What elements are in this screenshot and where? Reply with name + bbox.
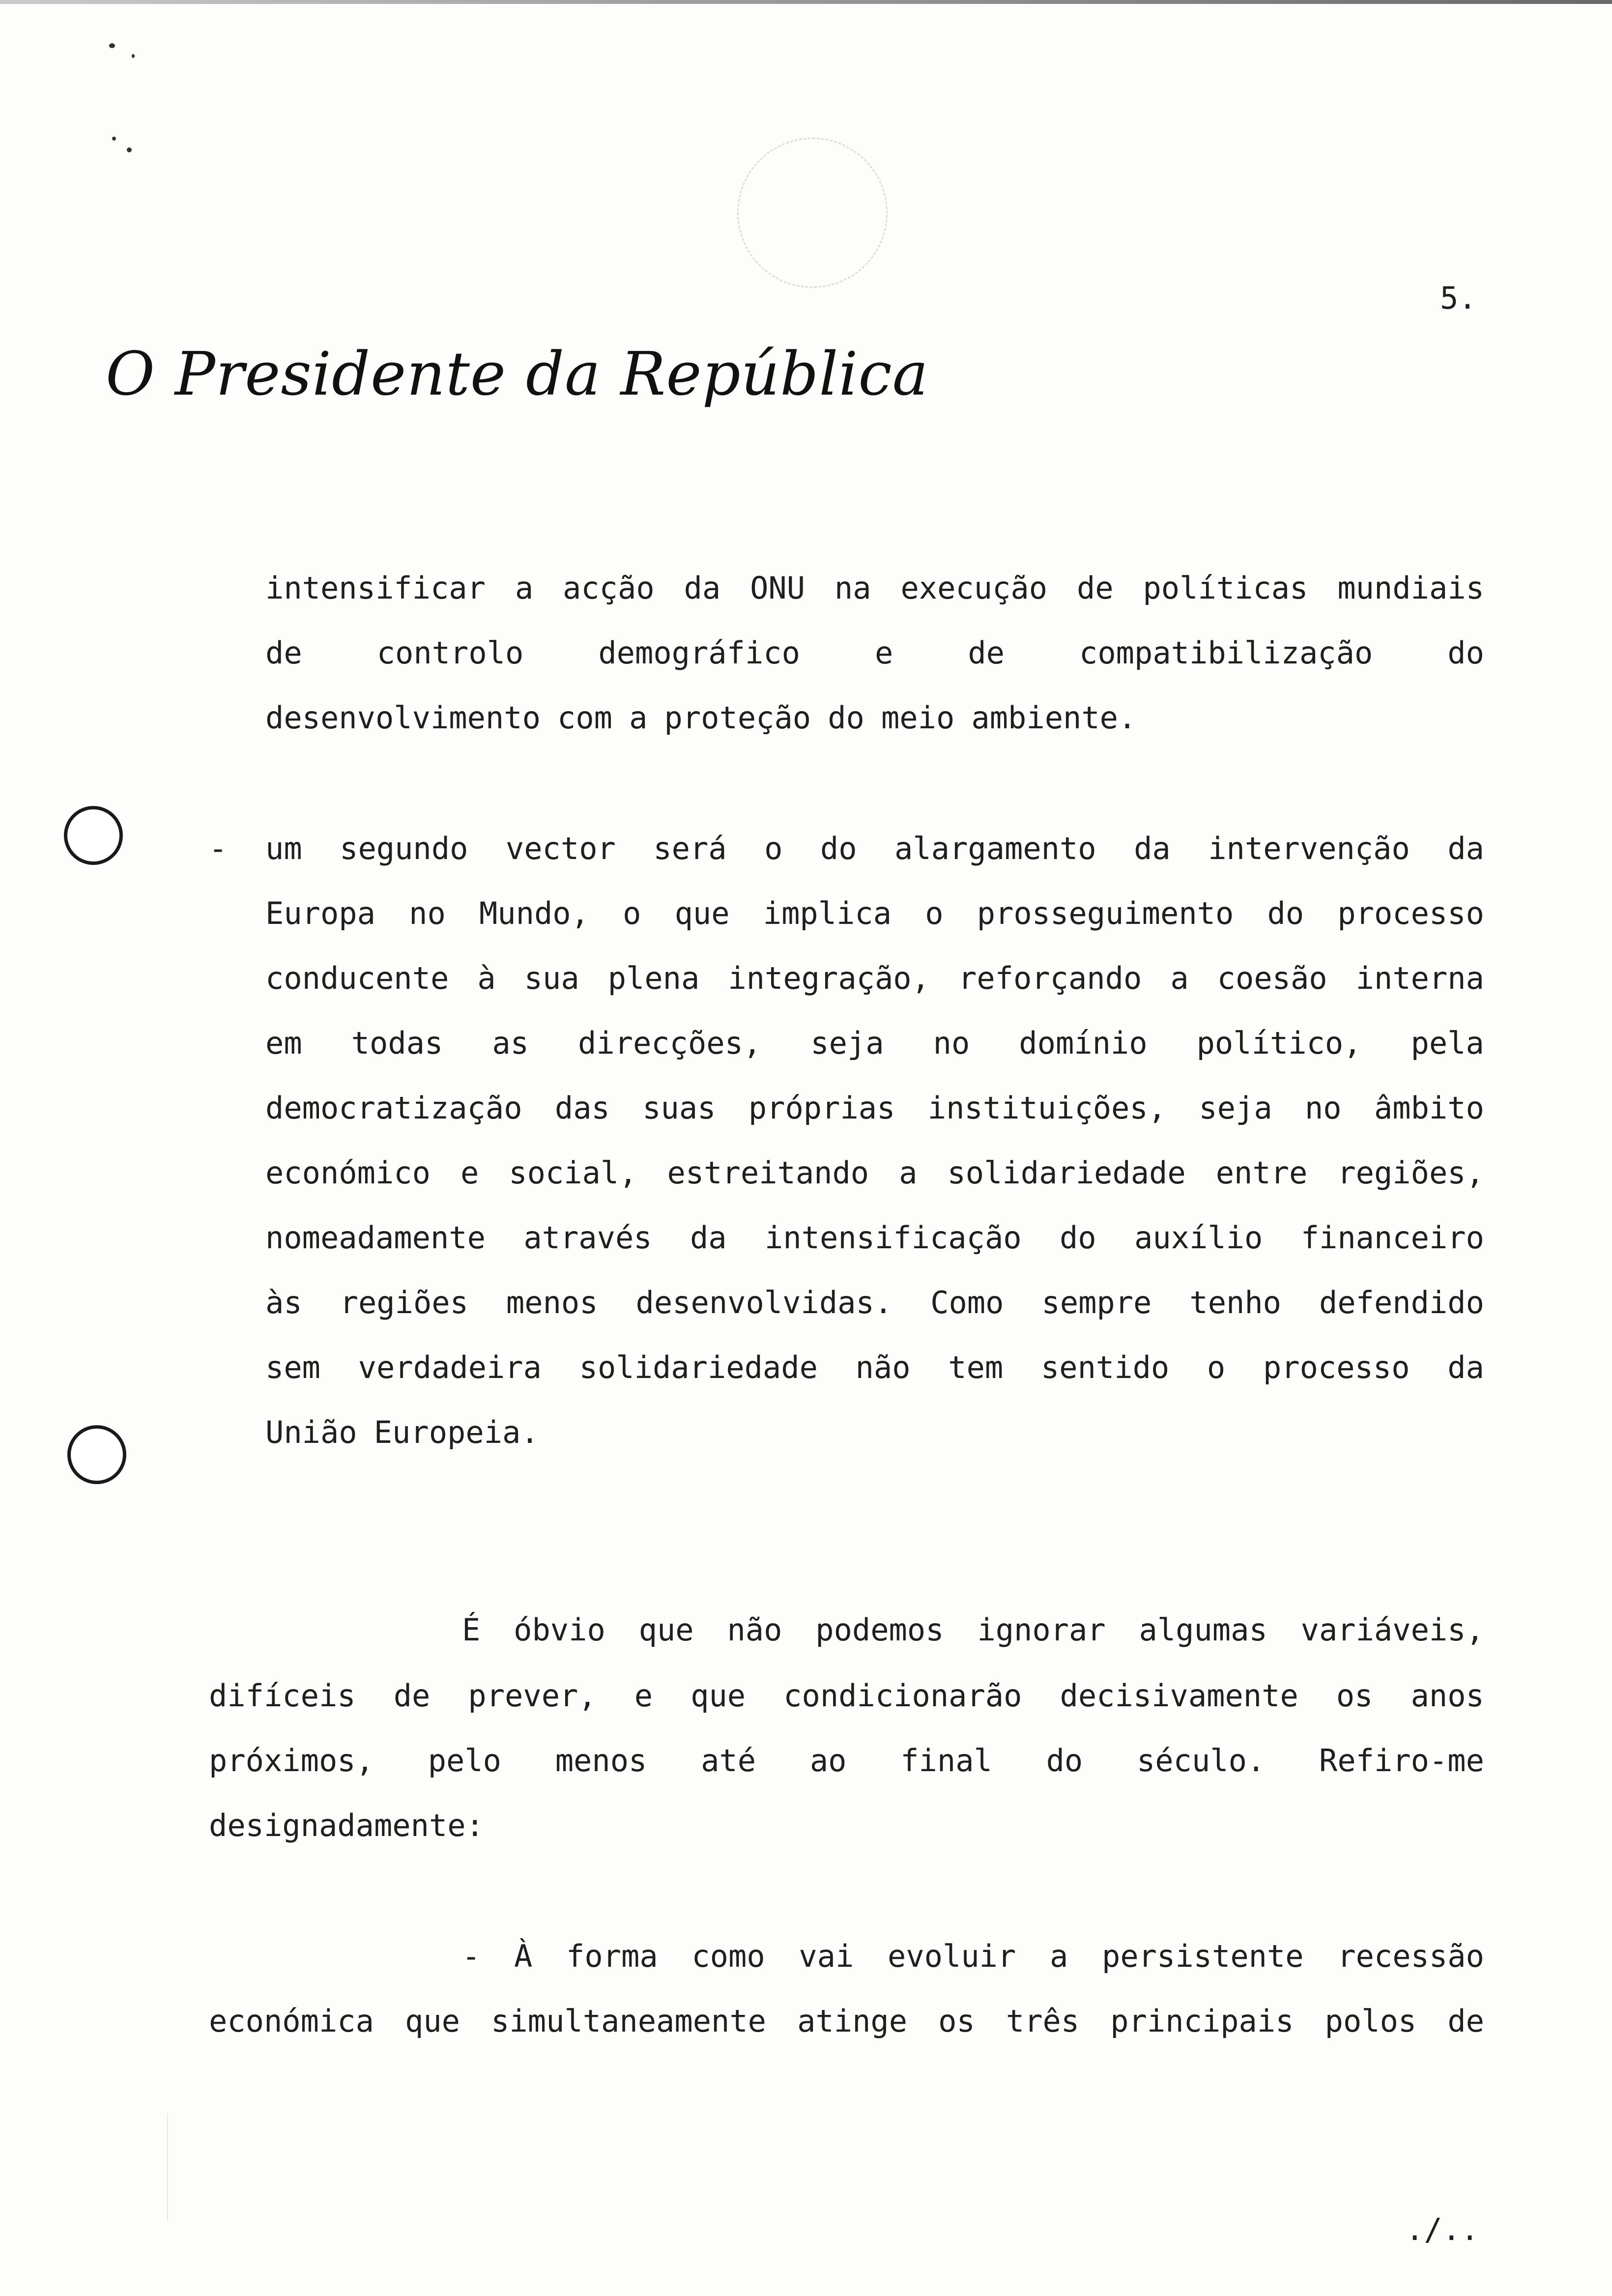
word: alargamento — [894, 831, 1096, 866]
word: o — [623, 895, 641, 931]
paragraph-line — [265, 700, 1484, 736]
word: às — [265, 1285, 302, 1320]
word: União — [265, 1414, 357, 1450]
word: condicionarão — [783, 1678, 1022, 1714]
word: pelo — [428, 1743, 501, 1779]
word: Refiro-me — [1319, 1743, 1484, 1779]
word: políticas — [1143, 570, 1308, 606]
word: seja — [810, 1025, 884, 1061]
word: de — [393, 1678, 431, 1714]
word: a — [1050, 1938, 1068, 1974]
word: persistente — [1102, 1938, 1304, 1974]
word: desenvolvidas. — [635, 1285, 893, 1320]
paragraph-line — [265, 1090, 1484, 1126]
word: variáveis, — [1300, 1612, 1484, 1648]
word: intervenção — [1208, 831, 1410, 866]
word: que — [691, 1678, 746, 1714]
paragraph-line — [265, 1025, 1484, 1061]
word: três — [1006, 2003, 1080, 2039]
word: tem — [948, 1349, 1004, 1385]
word: sempre — [1041, 1285, 1152, 1320]
word: sentido — [1040, 1349, 1170, 1385]
word: Como — [930, 1285, 1004, 1320]
word: processo — [1337, 895, 1484, 931]
word: não — [855, 1349, 911, 1385]
word: da — [1134, 831, 1171, 866]
word: e — [634, 1678, 653, 1714]
scan-speck — [132, 54, 135, 58]
word: compatibilização — [1079, 635, 1373, 671]
word: as — [492, 1025, 529, 1061]
word: polos — [1324, 2003, 1417, 2039]
word: no — [409, 895, 446, 931]
word: no — [933, 1025, 970, 1061]
word: meio — [881, 700, 955, 736]
word: proteção — [664, 700, 811, 736]
paragraph-line — [209, 1808, 1484, 1843]
word: século. — [1136, 1743, 1266, 1779]
word: será — [653, 831, 727, 866]
word: anos — [1410, 1678, 1484, 1714]
word: suas — [642, 1090, 716, 1126]
word: que — [638, 1612, 694, 1648]
word: auxílio — [1134, 1220, 1263, 1256]
word: direcções, — [578, 1025, 762, 1061]
word: do — [1447, 635, 1484, 671]
paragraph-line — [265, 895, 1484, 931]
word: o — [764, 831, 783, 866]
word: ONU — [750, 570, 806, 606]
word: Mundo, — [479, 895, 589, 931]
word: do — [1059, 1220, 1096, 1256]
word: Europeia. — [374, 1414, 539, 1450]
word: óbvio — [514, 1612, 605, 1648]
paragraph-line — [265, 1285, 1484, 1320]
paragraph-line — [209, 2003, 1484, 2039]
word: mundiais — [1337, 570, 1484, 606]
paragraph-line — [265, 570, 1484, 606]
word: como — [691, 1938, 765, 1974]
word: difíceis — [209, 1678, 356, 1714]
word: defendido — [1319, 1285, 1484, 1320]
word: do — [1267, 895, 1304, 931]
word: acção — [563, 570, 655, 606]
word: plena — [607, 960, 700, 996]
word: do — [820, 831, 857, 866]
word: integração, — [728, 960, 930, 996]
word: nomeadamente — [265, 1220, 486, 1256]
word: podemos — [815, 1612, 944, 1648]
word: de — [968, 635, 1005, 671]
punch-hole-icon — [67, 1425, 126, 1484]
word: da — [1447, 1349, 1484, 1385]
page-number: 5. — [1440, 280, 1477, 316]
word: Europa — [265, 895, 375, 931]
word: final — [900, 1743, 992, 1779]
word: evoluir — [888, 1938, 1016, 1974]
word: solidariedade — [947, 1155, 1186, 1191]
word: conducente — [265, 960, 449, 996]
word: no — [1304, 1090, 1342, 1126]
paragraph-line — [265, 960, 1484, 996]
word: estreitando — [667, 1155, 869, 1191]
word: verdadeira — [358, 1349, 542, 1385]
word: prever, — [468, 1678, 597, 1714]
word: o — [925, 895, 944, 931]
word: seja — [1199, 1090, 1272, 1126]
paragraph-line — [265, 1349, 1484, 1385]
word: reforçando — [958, 960, 1142, 996]
word: intensificação — [765, 1220, 1022, 1256]
word: algumas — [1139, 1612, 1267, 1648]
word: social, — [509, 1155, 637, 1191]
word: simultaneamente — [491, 2003, 767, 2039]
paragraph-line — [209, 1743, 1484, 1779]
word: atinge — [797, 2003, 908, 2039]
word: próximos, — [209, 1743, 374, 1779]
word: de — [265, 635, 302, 671]
word: a — [629, 700, 648, 736]
word: forma — [566, 1938, 658, 1974]
word: até — [701, 1743, 756, 1779]
list-dash: - — [209, 831, 228, 866]
word: com — [557, 700, 612, 736]
word: entre — [1215, 1155, 1308, 1191]
word: da — [690, 1220, 727, 1256]
word: de — [1076, 570, 1114, 606]
word: que — [674, 895, 730, 931]
paragraph-line — [265, 831, 1484, 866]
word: das — [554, 1090, 610, 1126]
word: económico — [265, 1155, 431, 1191]
word: da — [1447, 831, 1484, 866]
word: ambiente. — [971, 700, 1137, 736]
word: controlo — [376, 635, 524, 671]
paragraph-line — [265, 635, 1484, 671]
scan-top-edge — [0, 0, 1612, 4]
word: a — [899, 1155, 918, 1191]
word: a — [515, 570, 534, 606]
word: o — [1207, 1349, 1226, 1385]
word: na — [834, 570, 871, 606]
word: através — [523, 1220, 652, 1256]
punch-hole-icon — [64, 806, 123, 865]
word: em — [265, 1025, 302, 1061]
word: decisivamente — [1060, 1678, 1298, 1714]
word: segundo — [340, 831, 468, 866]
word: designadamente: — [209, 1808, 484, 1843]
word: político, — [1196, 1025, 1362, 1061]
word: execução — [900, 570, 1048, 606]
word: - — [462, 1938, 481, 1974]
word: É — [462, 1612, 481, 1648]
word: regiões — [340, 1285, 468, 1320]
continuation-mark: ./.. — [1406, 2211, 1479, 2247]
word: vai — [799, 1938, 854, 1974]
word: que — [405, 2003, 461, 2039]
letterhead-title: O Presidente da República — [106, 339, 929, 409]
word: processo — [1263, 1349, 1410, 1385]
word: do — [828, 700, 864, 736]
word: âmbito — [1374, 1090, 1484, 1126]
word: sua — [524, 960, 579, 996]
word: tenho — [1189, 1285, 1282, 1320]
word: e — [460, 1155, 479, 1191]
word: ignorar — [977, 1612, 1106, 1648]
word: um — [265, 831, 302, 866]
word: ao — [809, 1743, 847, 1779]
word: os — [1336, 1678, 1373, 1714]
scan-artifact — [167, 2113, 168, 2221]
word: solidariedade — [579, 1349, 818, 1385]
word: menos — [506, 1285, 598, 1320]
word: prosseguimento — [977, 895, 1234, 931]
word: principais — [1110, 2003, 1294, 2039]
word: à — [477, 960, 496, 996]
scan-speck — [112, 137, 116, 141]
word: próprias — [748, 1090, 895, 1126]
word: democratização — [265, 1090, 522, 1126]
word: menos — [555, 1743, 647, 1779]
word: intensificar — [265, 570, 486, 606]
faint-stamp-mark — [737, 138, 888, 288]
word: financeiro — [1300, 1220, 1484, 1256]
word: sem — [265, 1349, 320, 1385]
word: recessão — [1337, 1938, 1484, 1974]
word: À — [514, 1938, 533, 1974]
word: de — [1447, 2003, 1484, 2039]
word: económica — [209, 2003, 374, 2039]
word: implica — [763, 895, 892, 931]
word: coesão — [1217, 960, 1327, 996]
scan-speck — [109, 43, 115, 48]
word: não — [727, 1612, 782, 1648]
word: domínio — [1019, 1025, 1148, 1061]
paragraph-line — [209, 1678, 1484, 1714]
word: instituições, — [927, 1090, 1167, 1126]
word: os — [938, 2003, 975, 2039]
word: do — [1046, 1743, 1083, 1779]
word: demográfico — [598, 635, 800, 671]
word: interna — [1355, 960, 1484, 996]
word: a — [1170, 960, 1189, 996]
word: pela — [1410, 1025, 1484, 1061]
word: regiões, — [1337, 1155, 1484, 1191]
word: vector — [505, 831, 616, 866]
word: da — [684, 570, 721, 606]
paragraph-line — [265, 1220, 1484, 1256]
paragraph-line — [462, 1612, 1484, 1648]
word: e — [874, 635, 893, 671]
word: todas — [351, 1025, 443, 1061]
paragraph-line — [462, 1938, 1484, 1974]
word: desenvolvimento — [265, 700, 541, 736]
scan-speck — [127, 147, 132, 152]
paragraph-line — [265, 1414, 1484, 1450]
paragraph-line — [265, 1155, 1484, 1191]
